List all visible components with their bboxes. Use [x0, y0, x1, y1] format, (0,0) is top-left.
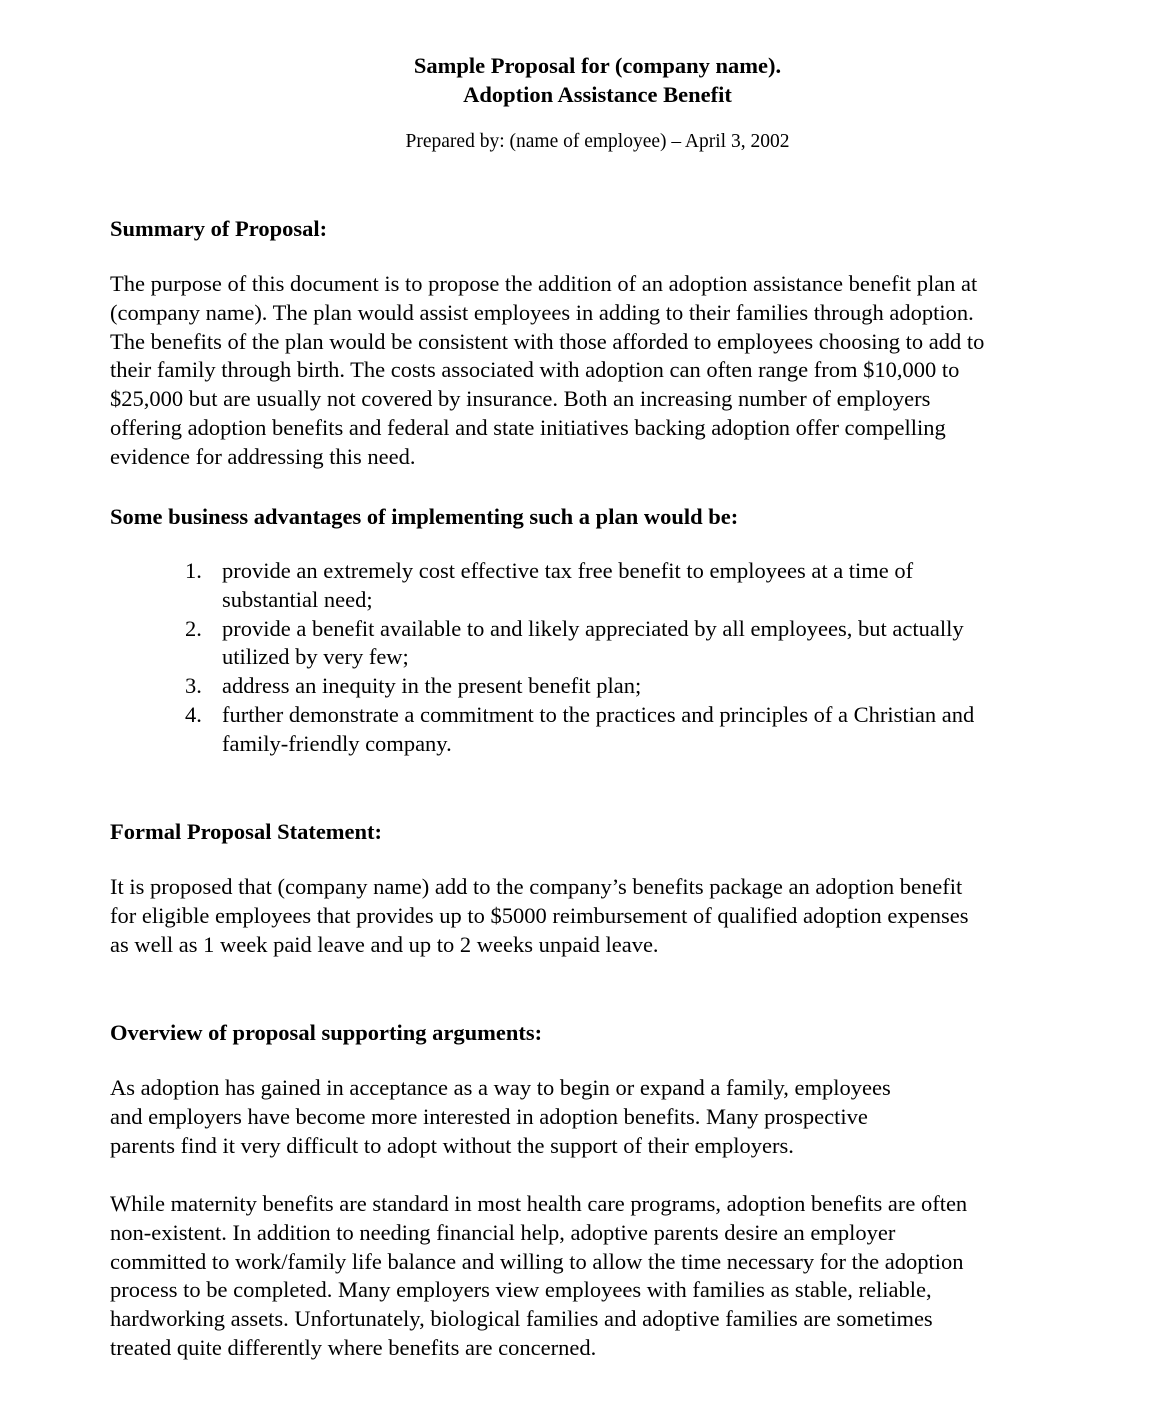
summary-paragraph	[110, 270, 1095, 472]
overview-heading: Overview of proposal supporting arguments:	[110, 1020, 543, 1045]
overview-line: As adoption has gained in acceptance as a way to begin or expand a family, employees	[110, 1075, 891, 1100]
formal-proposal-heading: Formal Proposal Statement:	[110, 819, 383, 844]
list-item-number: 2.	[185, 615, 202, 641]
overview-line: While maternity benefits are standard in most health care programs, adoption benefits are often	[110, 1191, 968, 1216]
document-subtitle: Adoption Assistance Benefit	[463, 82, 732, 107]
formal-proposal-line: as well as 1 week paid leave and up to 2 weeks unpaid leave.	[110, 931, 659, 957]
list-item-line: substantial need;	[222, 586, 373, 612]
advantages-heading: Some business advantages of implementing such a plan would be:	[110, 504, 739, 529]
overview-line: committed to work/family life balance and willing to allow the time necessary for the adoption	[110, 1248, 964, 1274]
list-item	[185, 557, 1085, 615]
list-item-number: 1.	[185, 558, 202, 583]
summary-line: offering adoption benefits and federal and state initiatives backing adoption offer compelling	[110, 414, 946, 440]
list-item-number: 4.	[185, 701, 202, 727]
list-item-line: further demonstrate a commitment to the practices and principles of a Christian and	[222, 701, 975, 727]
overview-line: hardworking assets. Unfortunately, biological families and adoptive families are sometimes	[110, 1306, 933, 1332]
summary-line: The purpose of this document is to propose the addition of an adoption assistance benefit plan at	[110, 271, 978, 296]
list-item	[185, 672, 1085, 701]
prepared-by-line: Prepared by: (name of employee) – April 3, 2002	[405, 131, 790, 152]
list-item	[185, 701, 1085, 759]
summary-line: evidence for addressing this need.	[110, 443, 416, 469]
summary-line: $25,000 but are usually not covered by insurance. Both an increasing number of employers	[110, 386, 931, 412]
list-item-line: address an inequity in the present benefit plan;	[222, 673, 642, 699]
overview-paragraph-1	[110, 1074, 1095, 1160]
summary-line: their family through birth. The costs associated with adoption can often range from $10,000 to	[110, 357, 960, 383]
overview-line: treated quite differently where benefits are concerned.	[110, 1334, 597, 1360]
formal-proposal-line: for eligible employees that provides up to $5000 reimbursement of qualified adoption expenses	[110, 902, 969, 928]
overview-paragraph-2	[110, 1190, 1095, 1363]
list-item	[185, 615, 1085, 673]
overview-line: process to be completed. Many employers view employees with families as stable, reliable,	[110, 1277, 932, 1303]
list-item-line: provide an extremely cost effective tax free benefit to employees at a time of	[222, 558, 914, 583]
summary-heading: Summary of Proposal:	[110, 216, 328, 241]
list-item-line: provide a benefit available to and likely appreciated by all employees, but actually	[222, 615, 964, 641]
advantages-list	[185, 557, 1085, 759]
summary-line: The benefits of the plan would be consistent with those afforded to employees choosing to add to	[110, 328, 985, 354]
formal-proposal-line: It is proposed that (company name) add to the company’s benefits package an adoption benefit	[110, 874, 963, 899]
overview-line: and employers have become more interested in adoption benefits. Many prospective	[110, 1103, 868, 1129]
document-title: Sample Proposal for (company name).	[413, 53, 782, 78]
list-item-line: utilized by very few;	[222, 644, 409, 670]
summary-line: (company name). The plan would assist employees in adding to their families through adoption.	[110, 299, 974, 325]
formal-proposal-paragraph	[110, 873, 1095, 959]
list-item-number: 3.	[185, 673, 202, 699]
overview-line: parents find it very difficult to adopt without the support of their employers.	[110, 1132, 794, 1158]
list-item-line: family-friendly company.	[222, 730, 452, 756]
overview-line: non-existent. In addition to needing financial help, adoptive parents desire an employer	[110, 1219, 896, 1245]
